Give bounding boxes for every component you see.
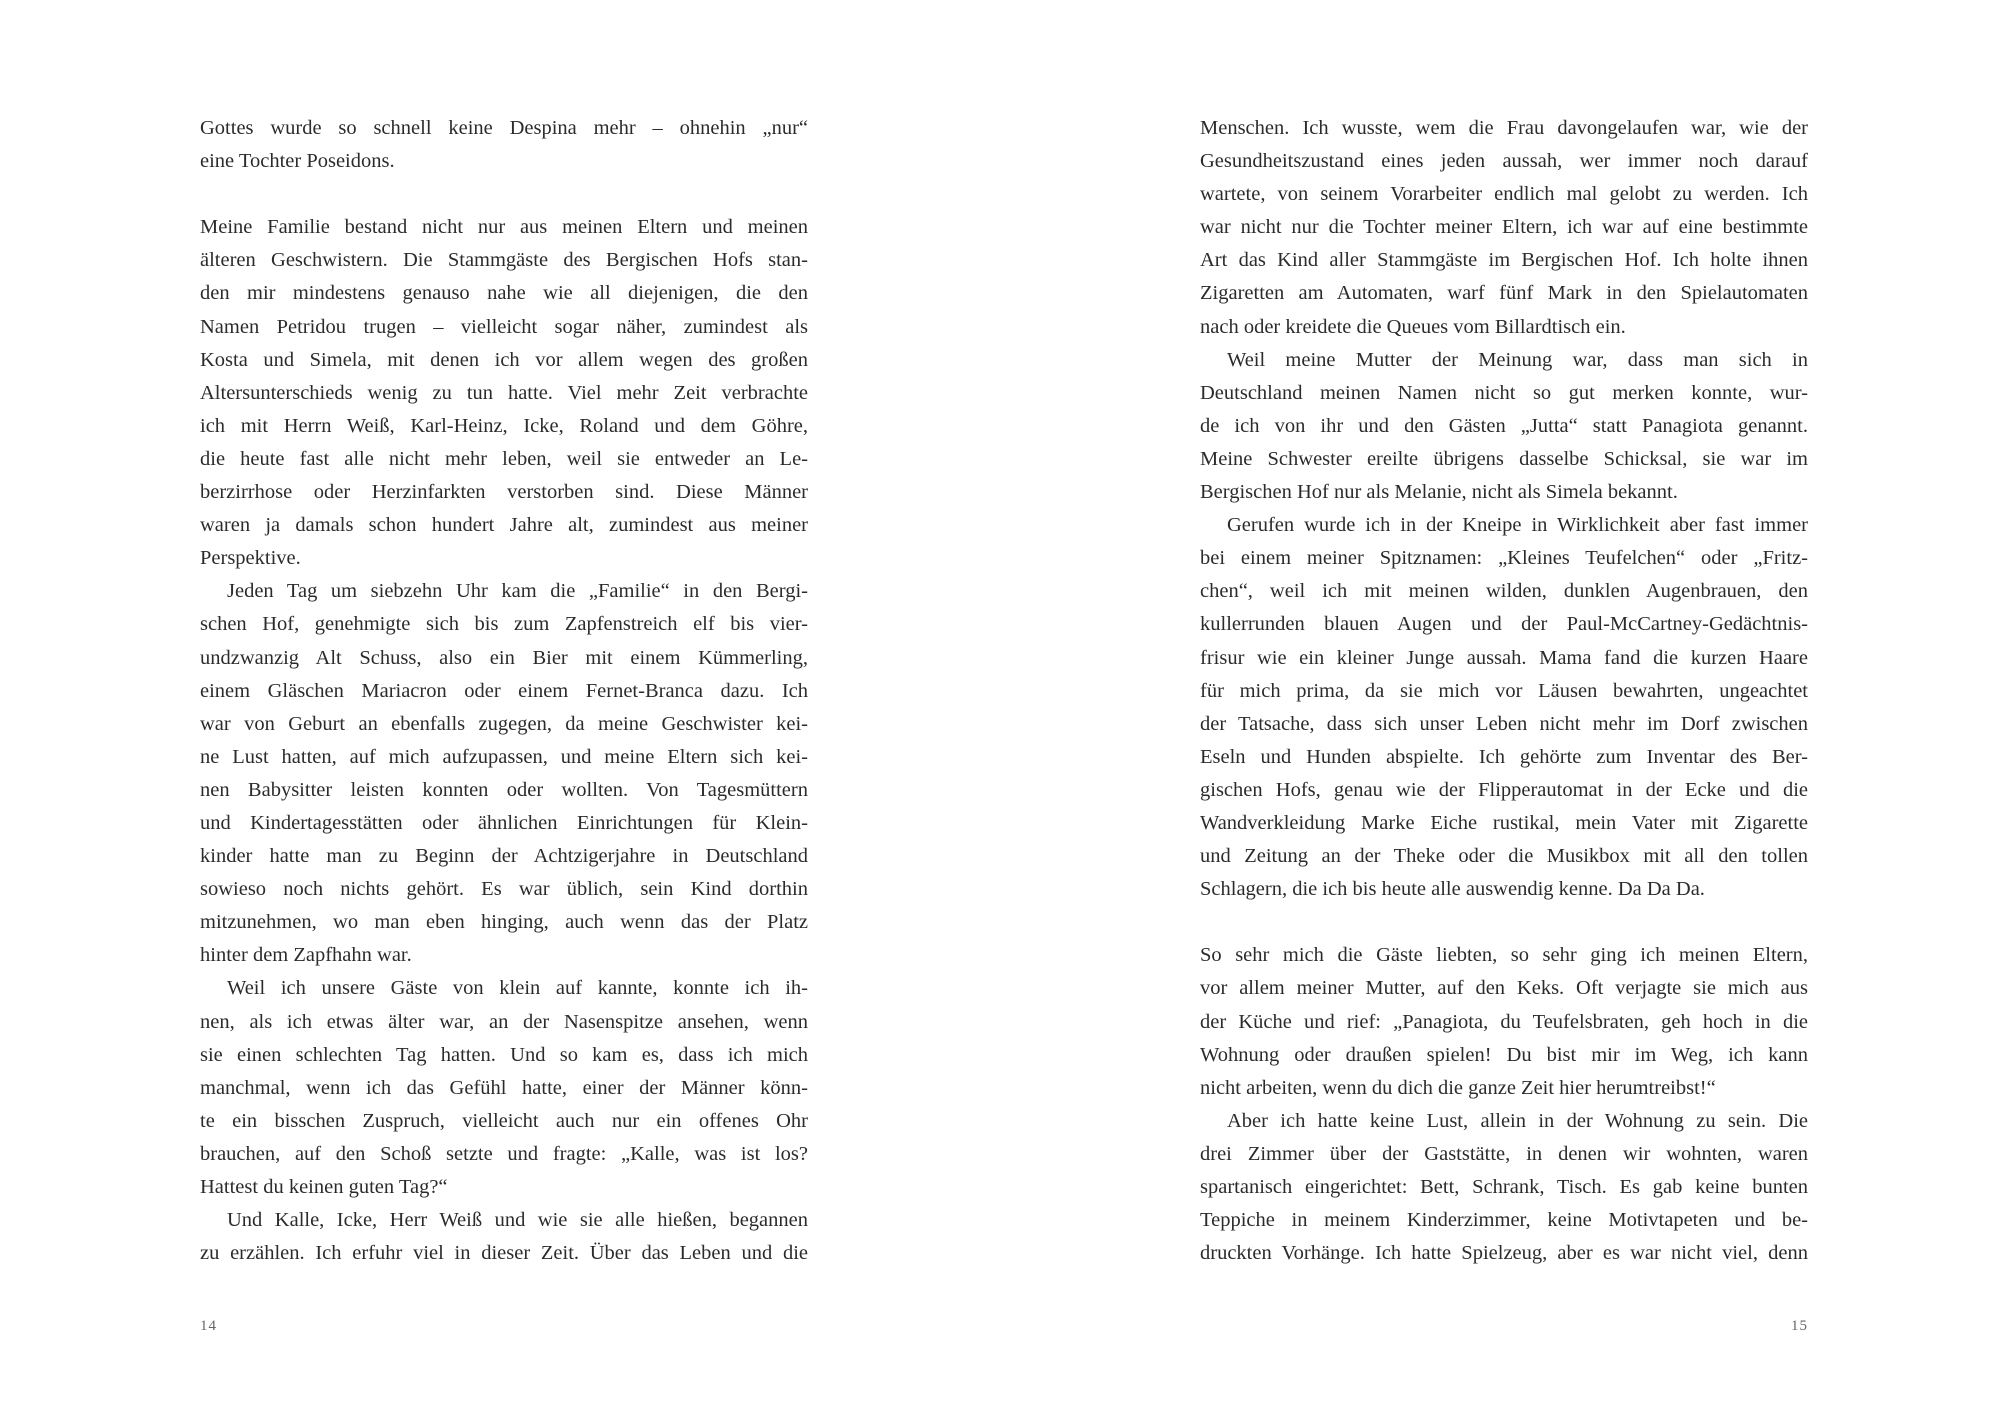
text-line: Gesundheitszustand eines jeden aussah, wer immer noch darauf bbox=[1200, 150, 1808, 173]
page-number: 14 bbox=[200, 1318, 217, 1334]
text-line: kullerrunden blauen Augen und der Paul-McCartney-Gedächtnis- bbox=[1200, 613, 1808, 636]
page-number: 15 bbox=[1791, 1318, 1808, 1334]
text-line: wartete, von seinem Vorarbeiter endlich mal gelobt zu werden. Ich bbox=[1200, 183, 1808, 206]
text-line: älteren Geschwistern. Die Stammgäste des Bergischen Hofs stan- bbox=[200, 249, 808, 272]
section-break bbox=[1200, 906, 1808, 939]
paragraph bbox=[200, 1204, 808, 1270]
text-line: gischen Hofs, genau wie der Flipperautomat in der Ecke und die bbox=[1200, 778, 1808, 801]
paragraph bbox=[1200, 509, 1808, 906]
paragraph bbox=[200, 575, 808, 972]
paragraph bbox=[1200, 939, 1808, 1104]
text-line: Wandverkleidung Marke Eiche rustikal, mein Vater mit Zigarette bbox=[1200, 811, 1808, 834]
text-line: einem Gläschen Mariacron oder einem Fernet-Branca dazu. Ich bbox=[200, 679, 808, 702]
text-line: Jeden Tag um siebzehn Uhr kam die „Familie“ in den Bergi- bbox=[227, 580, 808, 603]
text-line: ich mit Herrn Weiß, Karl-Heinz, Icke, Roland und dem Göhre, bbox=[200, 414, 808, 437]
text-line: hinter dem Zapfhahn war. bbox=[200, 944, 412, 967]
text-line: Gottes wurde so schnell keine Despina mehr – ohnehin „nur“ bbox=[200, 117, 808, 139]
paragraph bbox=[200, 972, 808, 1204]
text-line: Weil ich unsere Gäste von klein auf kannte, konnte ich ih- bbox=[227, 977, 808, 1000]
text-line: brauchen, auf den Schoß setzte und fragte: „Kalle, was ist los? bbox=[200, 1142, 808, 1165]
text-line: eine Tochter Poseidons. bbox=[200, 150, 395, 173]
text-line: Hattest du keinen guten Tag?“ bbox=[200, 1176, 448, 1198]
text-line: Zigaretten am Automaten, warf fünf Mark in den Spielautomaten bbox=[1200, 282, 1808, 305]
text-line: de ich von ihr und den Gästen „Jutta“ statt Panagiota genannt. bbox=[1200, 414, 1808, 437]
text-line: Art das Kind aller Stammgäste im Bergischen Hof. Ich holte ihnen bbox=[1200, 249, 1808, 272]
text-line: Meine Familie bestand nicht nur aus meinen Eltern und meinen bbox=[200, 216, 808, 239]
text-line: schen Hof, genehmigte sich bis zum Zapfenstreich elf bis vier- bbox=[200, 613, 808, 636]
paragraph bbox=[200, 211, 808, 575]
text-line: die heute fast alle nicht mehr leben, weil sie entweder an Le- bbox=[200, 447, 808, 470]
text-line: Wohnung oder draußen spielen! Du bist mir im Weg, ich kann bbox=[1200, 1043, 1808, 1066]
text-line: Menschen. Ich wusste, wem die Frau davongelaufen war, wie der bbox=[1200, 117, 1808, 139]
text-line: Schlagern, die ich bis heute alle auswendig kenne. Da Da Da. bbox=[1200, 878, 1705, 901]
body-text bbox=[1200, 112, 1808, 1270]
text-line: Perspektive. bbox=[200, 547, 301, 570]
text-line: Bergischen Hof nur als Melanie, nicht als Simela bekannt. bbox=[1200, 481, 1678, 504]
text-line: war von Geburt an ebenfalls zugegen, da meine Geschwister kei- bbox=[200, 712, 808, 735]
text-line: waren ja damals schon hundert Jahre alt, zumindest aus meiner bbox=[200, 514, 808, 537]
text-line: Kosta und Simela, mit denen ich vor allem wegen des großen bbox=[200, 348, 808, 371]
text-line: sowieso noch nichts gehört. Es war üblich, sein Kind dorthin bbox=[200, 878, 808, 901]
paragraph bbox=[1200, 112, 1808, 344]
text-line: chen“, weil ich mit meinen wilden, dunklen Augenbrauen, den bbox=[1200, 580, 1808, 603]
text-line: für mich prima, da sie mich vor Läusen bewahrten, ungeachtet bbox=[1200, 679, 1808, 702]
text-line: Aber ich hatte keine Lust, allein in der Wohnung zu sein. Die bbox=[1227, 1109, 1808, 1132]
text-line: Namen Petridou trugen – vielleicht sogar näher, zumindest als bbox=[200, 315, 808, 338]
text-line: den mir mindestens genauso nahe wie all diejenigen, die den bbox=[200, 282, 808, 305]
text-line: nen, als ich etwas älter war, an der Nasenspitze ansehen, wenn bbox=[200, 1010, 808, 1033]
paragraph bbox=[1200, 344, 1808, 509]
text-line: frisur wie ein kleiner Junge aussah. Mama fand die kurzen Haare bbox=[1200, 646, 1808, 669]
text-line: Deutschland meinen Namen nicht so gut merken konnte, wur- bbox=[1200, 381, 1808, 404]
text-line: vor allem meiner Mutter, auf den Keks. Oft verjagte sie mich aus bbox=[1200, 977, 1808, 1000]
text-line: undzwanzig Alt Schuss, also ein Bier mit einem Kümmerling, bbox=[200, 646, 808, 669]
body-text bbox=[200, 112, 808, 1270]
right-page bbox=[1000, 0, 2000, 1413]
text-line: nach oder kreidete die Queues vom Billardtisch ein. bbox=[1200, 315, 1626, 338]
section-break bbox=[200, 178, 808, 211]
text-line: bei einem meiner Spitznamen: „Kleines Teufelchen“ oder „Fritz- bbox=[1200, 547, 1808, 570]
text-line: war nicht nur die Tochter meiner Eltern, ich war auf eine bestimmte bbox=[1200, 216, 1808, 239]
text-line: Altersunterschieds wenig zu tun hatte. Viel mehr Zeit verbrachte bbox=[200, 381, 808, 404]
text-line: Meine Schwester ereilte übrigens dasselbe Schicksal, sie war im bbox=[1200, 447, 1808, 470]
text-line: nen Babysitter leisten konnten oder wollten. Von Tagesmüttern bbox=[200, 778, 808, 801]
text-line: Teppiche in meinem Kinderzimmer, keine Motivtapeten und be- bbox=[1200, 1209, 1808, 1232]
text-line: So sehr mich die Gäste liebten, so sehr ging ich meinen Eltern, bbox=[1200, 944, 1808, 967]
text-line: der Tatsache, dass sich unser Leben nicht mehr im Dorf zwischen bbox=[1200, 712, 1808, 735]
text-line: der Küche und rief: „Panagiota, du Teufelsbraten, geh hoch in die bbox=[1200, 1010, 1808, 1033]
text-line: spartanisch eingerichtet: Bett, Schrank, Tisch. Es gab keine bunten bbox=[1200, 1176, 1808, 1198]
text-line: und Kindertagesstätten oder ähnlichen Einrichtungen für Klein- bbox=[200, 811, 808, 834]
text-line: druckten Vorhänge. Ich hatte Spielzeug, aber es war nicht viel, denn bbox=[1200, 1242, 1808, 1265]
text-line: ne Lust hatten, auf mich aufzupassen, und meine Eltern sich kei- bbox=[200, 745, 808, 768]
text-line: Weil meine Mutter der Meinung war, dass man sich in bbox=[1227, 348, 1808, 371]
text-line: mitzunehmen, wo man eben hinging, auch wenn das der Platz bbox=[200, 911, 808, 934]
text-line: zu erzählen. Ich erfuhr viel in dieser Zeit. Über das Leben und die bbox=[200, 1242, 808, 1265]
paragraph bbox=[1200, 1105, 1808, 1270]
text-line: drei Zimmer über der Gaststätte, in denen wir wohnten, waren bbox=[1200, 1142, 1808, 1165]
text-line: sie einen schlechten Tag hatten. Und so kam es, dass ich mich bbox=[200, 1043, 808, 1066]
text-line: und Zeitung an der Theke oder die Musikbox mit all den tollen bbox=[1200, 845, 1808, 868]
text-line: Gerufen wurde ich in der Kneipe in Wirklichkeit aber fast immer bbox=[1227, 514, 1808, 537]
text-line: Und Kalle, Icke, Herr Weiß und wie sie alle hießen, begannen bbox=[227, 1209, 808, 1232]
text-line: berzirrhose oder Herzinfarkten verstorben sind. Diese Männer bbox=[200, 481, 808, 504]
text-line: manchmal, wenn ich das Gefühl hatte, einer der Männer könn- bbox=[200, 1076, 808, 1099]
text-line: Eseln und Hunden abspielte. Ich gehörte zum Inventar des Ber- bbox=[1200, 745, 1808, 768]
text-line: nicht arbeiten, wenn du dich die ganze Zeit hier herumtreibst!“ bbox=[1200, 1076, 1716, 1099]
text-line: te ein bisschen Zuspruch, vielleicht auch nur ein offenes Ohr bbox=[200, 1109, 808, 1132]
text-line: kinder hatte man zu Beginn der Achtzigerjahre in Deutschland bbox=[200, 845, 808, 868]
paragraph bbox=[200, 112, 808, 178]
